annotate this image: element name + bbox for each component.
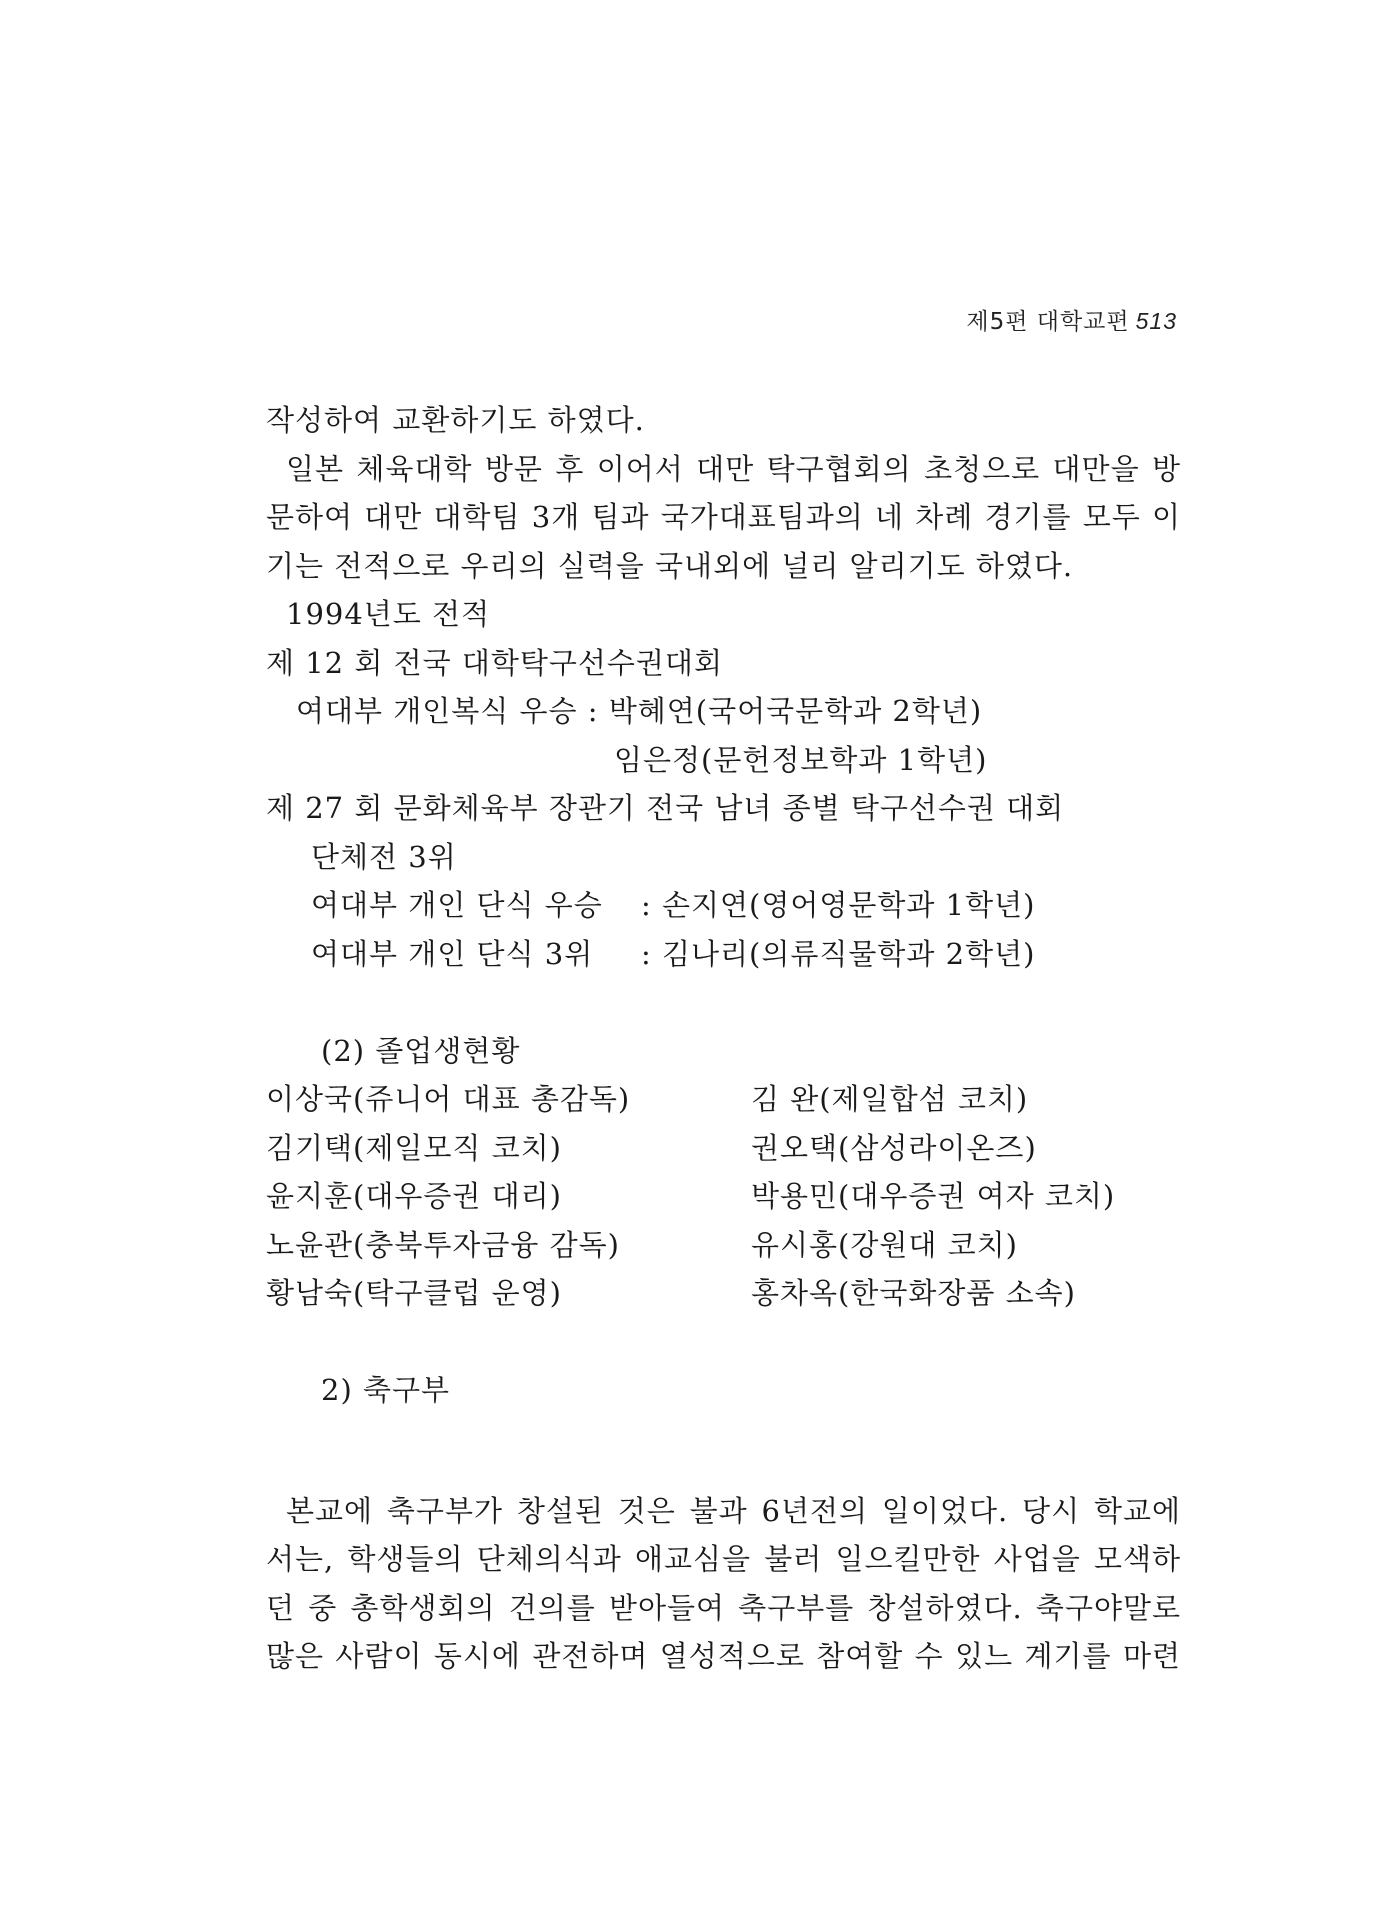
paragraph-line: 본교에 축구부가 창설된 것은 불과 6년전의 일이었다. 당시 학교에 [286,1493,1181,1528]
paragraph-line: 서는, 학생들의 단체의식과 애교심을 불러 일으킬만한 사업을 모색하 [266,1542,1181,1576]
event-title: 제 12 회 전국 대학탁구선수권대회 [266,645,723,680]
paragraph-line: 일본 체육대학 방문 후 이어서 대만 탁구협회의 초청으로 대만을 방 [286,451,1181,486]
graduate-item: 김기택(제일모직 코치) [266,1130,562,1165]
result-label: 여대부 개인 단식 3위 [311,936,594,971]
result-value: : 손지연(영어영문학과 1학년) [641,888,1036,922]
graduate-list [266,1075,1181,1318]
page-number: 513 [1135,308,1177,334]
result-value: : 김나리(의류직물학과 2학년) [641,936,1036,971]
spacer [266,1415,1181,1487]
section-heading: (2) 졸업생현황 [321,1033,521,1068]
graduate-item: 홍차옥(한국화장품 소속) [751,1276,1076,1310]
event-result: 임은정(문헌정보학과 1학년) [614,742,988,777]
graduate-item: 이상국(쥬니어 대표 총감독) [266,1082,631,1116]
result-label: 여대부 개인 단식 우승 [311,888,603,922]
paragraph-line: 기는 전적으로 우리의 실력을 국내외에 널리 알리기도 하였다. [266,548,1074,583]
spacer [266,1318,1181,1367]
graduate-item: 김 완(제일합섬 코치) [751,1082,1029,1116]
event-result [266,930,1181,979]
paragraph-line: 던 중 총학생회의 건의를 받아들여 축구부를 창설하였다. 축구야말로 [266,1590,1181,1625]
event-result [266,881,1181,930]
graduate-item: 윤지훈(대우증권 대리) [266,1179,562,1213]
graduate-item: 박용민(대우증권 여자 코치) [751,1179,1116,1213]
event-result: 여대부 개인복식 우승 : 박혜연(국어국문학과 2학년) [296,694,983,728]
paragraph-line: 작성하여 교환하기도 하였다. [266,403,645,437]
graduate-item: 권오택(삼성라이온즈) [751,1130,1037,1165]
page-header [966,303,1177,336]
spacer [266,978,1181,1027]
year-title: 1994년도 전적 [286,597,491,631]
paragraph-line: 많은 사람이 동시에 관전하며 열성적으로 참여할 수 있느 계기를 마련 [266,1639,1181,1673]
graduate-item: 황남숙(탁구클럽 운영) [266,1276,562,1310]
graduate-item: 노윤관(충북투자금융 감독) [266,1227,621,1262]
graduate-item: 유시홍(강원대 코치) [751,1227,1018,1262]
event-result: 단체전 3위 [311,839,457,874]
paragraph-line: 문하여 대만 대학팀 3개 팀과 국가대표팀과의 네 차례 경기를 모두 이 [266,500,1181,534]
section-heading: 2) 축구부 [321,1373,451,1407]
page-body [266,396,1181,1681]
section-title: 제5편 대학교편 [966,309,1130,335]
event-title: 제 27 회 문화체육부 장관기 전국 남녀 종별 탁구선수권 대회 [266,791,1065,825]
